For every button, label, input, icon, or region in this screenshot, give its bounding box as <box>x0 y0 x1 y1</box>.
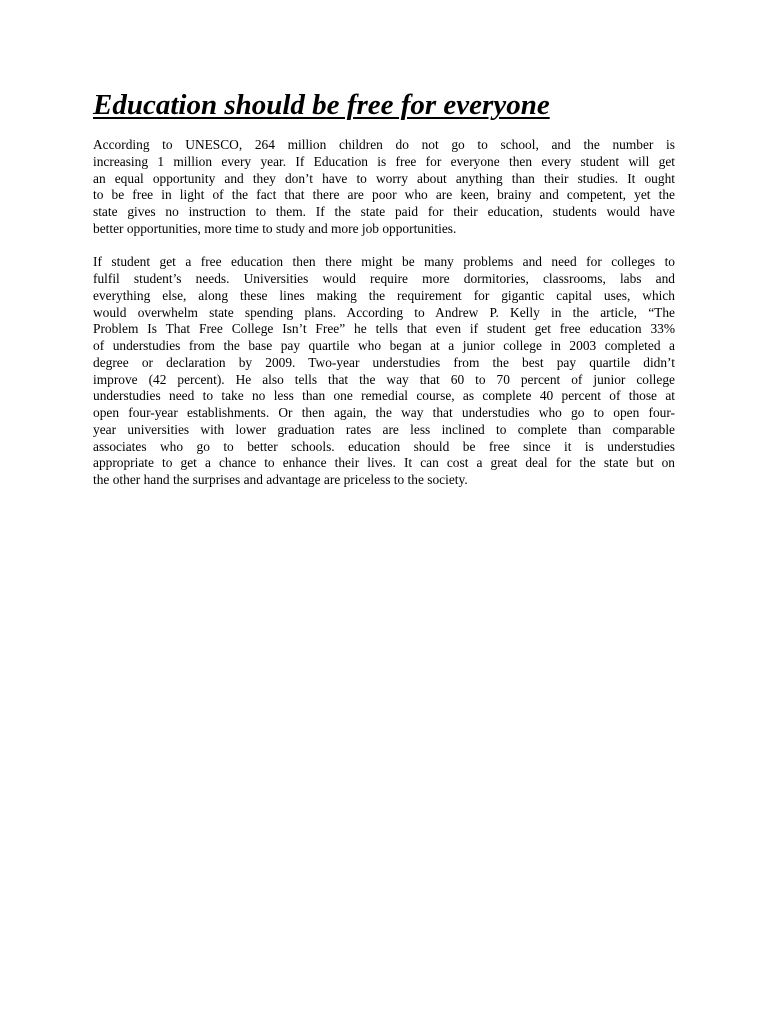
paragraph-line: improve (42 percent). He also tells that the way that 60 to 70 percent of junior college <box>93 371 675 387</box>
paragraph-line: to be free in light of the fact that there are poor who are keen, brainy and competent, yet the <box>93 187 675 203</box>
paragraph-line: appropriate to get a chance to enhance their lives. It can cost a great deal for the state but on <box>93 455 675 471</box>
paragraph-line: year universities with lower graduation rates are less inclined to complete than comparable <box>93 421 675 437</box>
paragraph-line: associates who go to better schools. education should be free since it is understudies <box>93 438 675 454</box>
paragraph-line: If student get a free education then there might be many problems and need for colleges to <box>93 254 675 270</box>
paragraph-line: increasing 1 million every year. If Education is free for everyone then every student will get <box>93 153 675 169</box>
paragraph-line: open four-year establishments. Or then again, the way that understudies who go to open four- <box>93 405 675 420</box>
paragraph-line: better opportunities, more time to study and more job opportunities. <box>93 220 457 236</box>
document-body <box>93 137 675 489</box>
paragraph-line: According to UNESCO, 264 million children do not go to school, and the number is <box>93 137 675 152</box>
paragraph <box>93 137 675 238</box>
paragraph-line: an equal opportunity and they don’t have to worry about anything than their studies. It ought <box>93 170 675 186</box>
paragraph-spacer <box>93 238 675 255</box>
paragraph-line: would overwhelm state spending plans. According to Andrew P. Kelly in the article, “The <box>93 304 675 320</box>
document-title: Education should be free for everyone <box>93 89 550 121</box>
paragraph <box>93 254 675 489</box>
paragraph-line: understudies need to take no less than one remedial course, as complete 40 percent of those at <box>93 388 675 404</box>
paragraph-line: everything else, along these lines making the requirement for gigantic capital uses, which <box>93 287 675 303</box>
paragraph-line: Problem Is That Free College Isn’t Free” he tells that even if student get free education 33% <box>93 321 675 337</box>
paragraph-line: state gives no instruction to them. If the state paid for their education, students would have <box>93 204 675 219</box>
paragraph-line: degree or declaration by 2009. Two-year understudies from the best pay quartile didn’t <box>93 354 675 370</box>
paragraph-line: the other hand the surprises and advantage are priceless to the society. <box>93 472 468 487</box>
paragraph-line: fulfil student’s needs. Universities would require more dormitories, classrooms, labs and <box>93 271 675 286</box>
paragraph-line: of understudies from the base pay quartile who began at a junior college in 2003 completed a <box>93 338 675 353</box>
